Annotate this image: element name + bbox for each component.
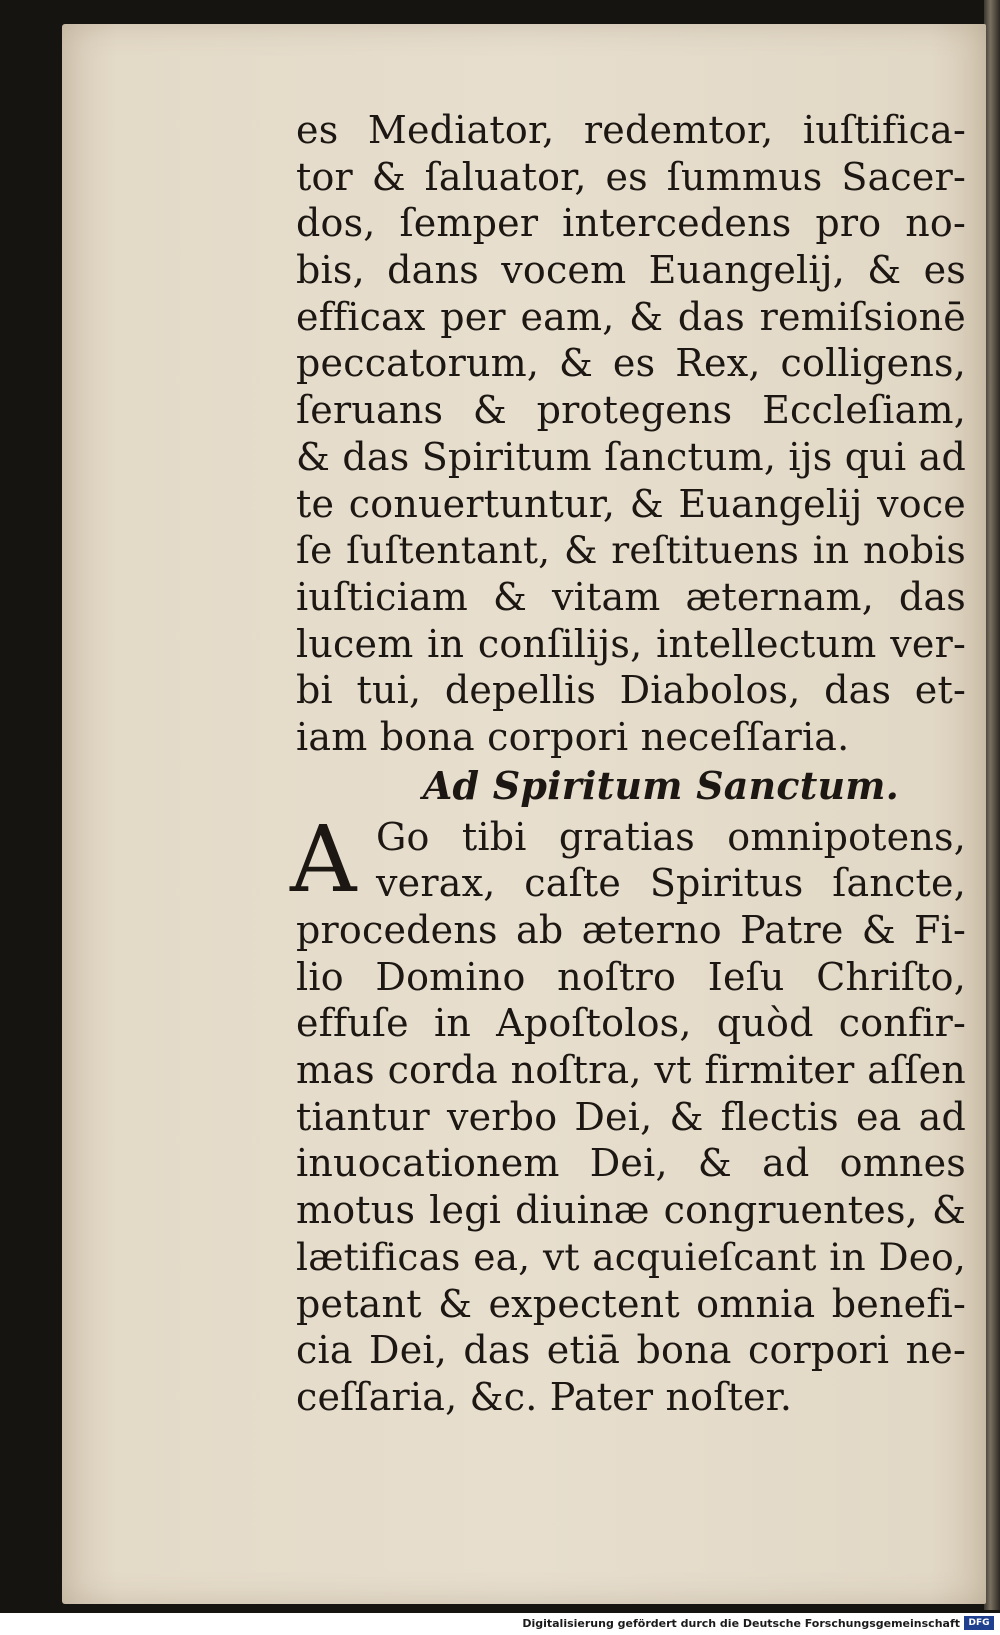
text-line: lætificas ea, vt acquieſcant in Deo, — [296, 1234, 966, 1279]
text-line: ſeruans & protegens Eccleſiam, — [296, 388, 966, 433]
text-line: mas corda noſtra, vt firmiter aſſen — [296, 1048, 966, 1093]
text-line: bis, dans vocem Euangelij, & es — [296, 248, 966, 293]
text-line: dos, ſemper intercedens pro no- — [296, 201, 966, 246]
text-line: te conuertuntur, & Euangelij voce — [296, 481, 966, 526]
text-line: tiantur verbo Dei, & flectis ea ad — [296, 1094, 966, 1139]
text-line: procedens ab æterno Patre & Fi- — [296, 908, 966, 952]
text-line: lucem in conſilijs, intellectum ver- — [296, 621, 966, 666]
paragraph-prayer-to-christ — [296, 107, 966, 761]
footer-bar — [0, 1613, 1000, 1635]
text-line: tor & ſaluator, es ſummus Sacer- — [296, 154, 966, 199]
text-line: es Mediator, redemtor, iuſtifica- — [296, 108, 966, 152]
text-line: verax, caſte Spiritus ſancte, — [376, 861, 966, 906]
text-line: cia Dei, das etiā bona corpori ne- — [296, 1328, 966, 1373]
section-heading: Ad Spiritum Sanctum. — [422, 762, 900, 808]
drop-cap: A — [290, 805, 357, 913]
text-line: Go tibi gratias omnipotens, — [376, 814, 966, 859]
text-line: efficax per eam, & das remiſsionē — [296, 294, 966, 339]
paragraph-prayer-to-holy-spirit — [290, 805, 966, 1421]
text-line: iam bona corpori neceſſaria. — [296, 714, 850, 759]
text-line: ceſſaria, &c. Pater noſter. — [296, 1374, 793, 1419]
text-line: inuocationem Dei, & ad omnes — [296, 1141, 966, 1186]
text-line: & das Spiritum ſanctum, ijs qui ad — [296, 434, 966, 479]
dfg-logo: DFG — [964, 1616, 994, 1630]
text-line: petant & expectent omnia benefi- — [296, 1281, 966, 1326]
text-line: peccatorum, & es Rex, colligens, — [296, 341, 966, 386]
text-line: iuſticiam & vitam æternam, das — [296, 574, 966, 619]
text-line: ſe ſuſtentant, & reſtituens in nobis — [296, 528, 966, 573]
text-line: motus legi diuinæ congruentes, & — [296, 1188, 966, 1233]
book-edge — [984, 0, 1000, 1610]
page-text — [290, 107, 966, 1421]
text-line: bi tui, depellis Diabolos, das et- — [296, 668, 966, 713]
text-line: effuſe in Apoſtolos, quòd confir- — [296, 1001, 966, 1046]
text-line: lio Domino noſtro Ieſu Chriſto, — [296, 954, 966, 999]
funding-credit: Digitalisierung gefördert durch die Deutsche Forschungsgemeinschaft — [522, 1617, 960, 1630]
